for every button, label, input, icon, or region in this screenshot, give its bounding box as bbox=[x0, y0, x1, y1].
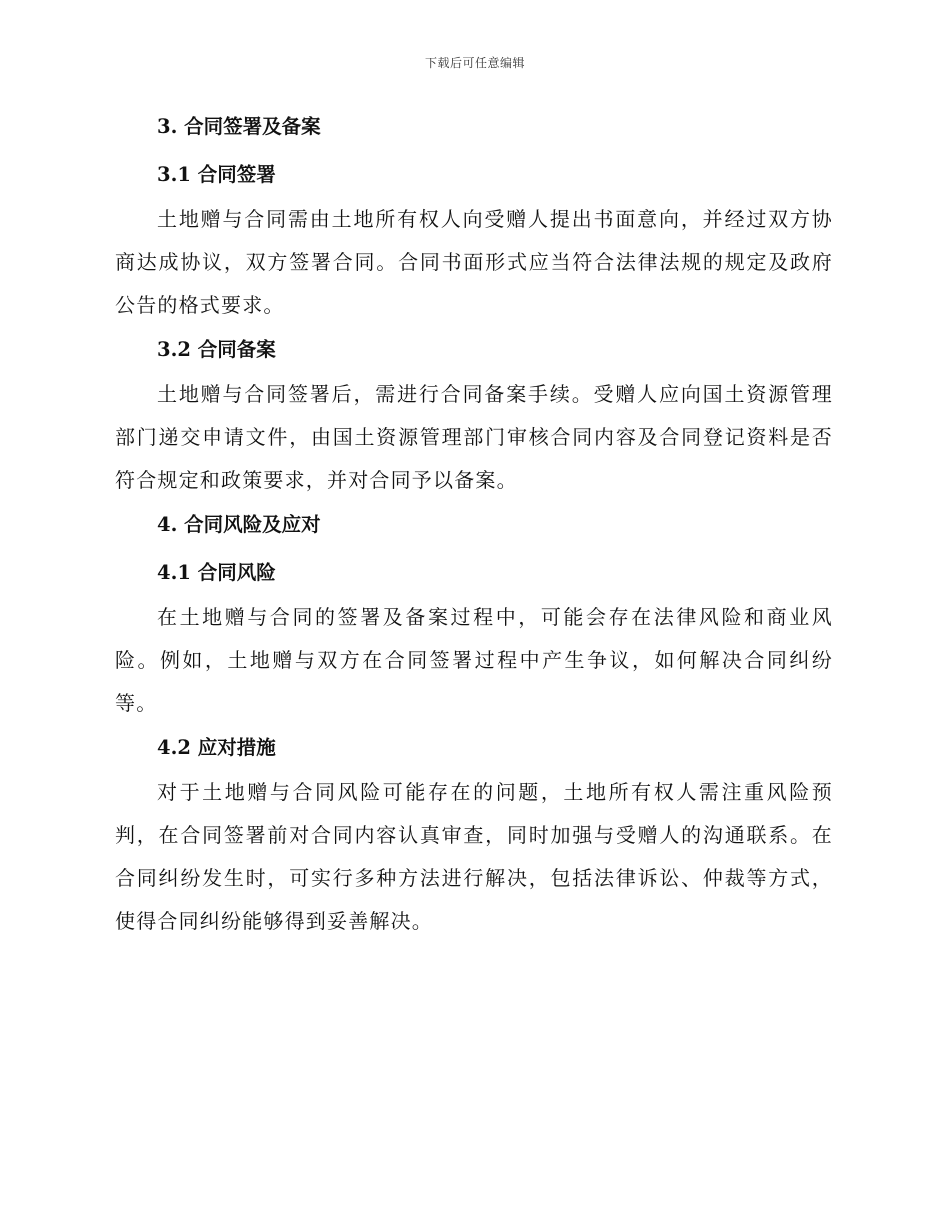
section-4-2-title: 4.2 应对措施 bbox=[157, 736, 276, 759]
page-header: 下载后可任意编辑 bbox=[424, 56, 525, 70]
section-3-2-title: 3.2 合同备案 bbox=[157, 338, 276, 361]
section-3-title: 3. 合同签署及备案 bbox=[157, 115, 321, 138]
section-4-1-title: 4.1 合同风险 bbox=[157, 561, 276, 584]
section-4-1-paragraph: 在土地赠与合同的签署及备案过程中，可能会存在法律风险和商业风险。例如，土地赠与双方在合同签署过程中产生争议，如何解决合同纠纷等。 bbox=[115, 605, 833, 715]
document-body bbox=[115, 112, 833, 951]
section-4-title: 4. 合同风险及应对 bbox=[157, 513, 321, 536]
section-3-2-paragraph: 土地赠与合同签署后，需进行合同备案手续。受赠人应向国土资源管理部门递交申请文件，由国土资源管理部门审核合同内容及合同登记资料是否符合规定和政策要求，并对合同予以备案。 bbox=[115, 382, 833, 492]
section-3-1-paragraph: 土地赠与合同需由土地所有权人向受赠人提出书面意向，并经过双方协商达成协议，双方签署合同。合同书面形式应当符合法律法规的规定及政府公告的格式要求。 bbox=[115, 207, 833, 317]
section-3-1-title: 3.1 合同签署 bbox=[157, 163, 276, 186]
section-4-2-paragraph: 对于土地赠与合同风险可能存在的问题，土地所有权人需注重风险预判，在合同签署前对合同内容认真审查，同时加强与受赠人的沟通联系。在合同纠纷发生时，可实行多种方法进行解决，包括法律诉讼、仲裁等方式，使得合同纠纷能够得到妥善解决。 bbox=[115, 780, 833, 933]
